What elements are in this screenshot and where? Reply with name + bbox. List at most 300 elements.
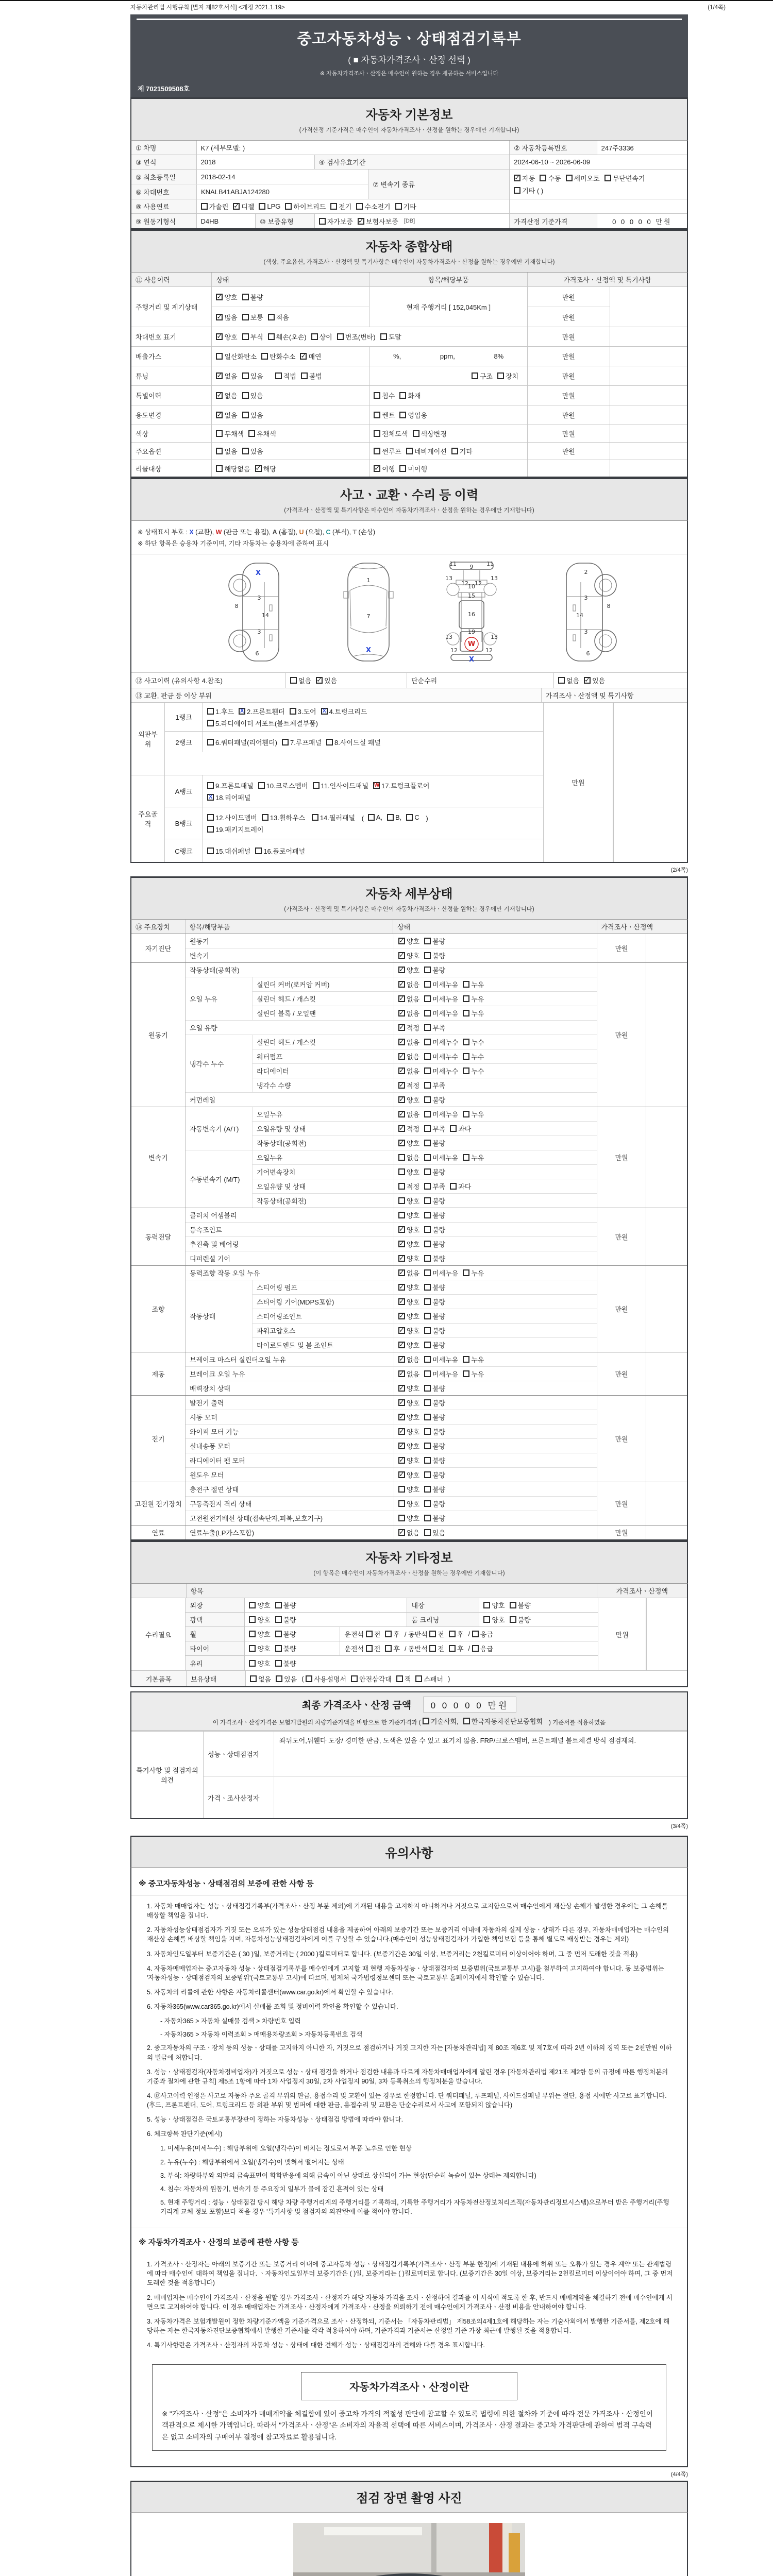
checkbox-option[interactable]	[249, 1643, 270, 1653]
checkbox-option[interactable]	[424, 936, 445, 946]
checkbox[interactable]	[276, 1675, 282, 1682]
checkbox-option[interactable]	[268, 312, 289, 322]
checkbox-option[interactable]	[300, 351, 321, 361]
checkbox-option[interactable]	[306, 1674, 346, 1684]
checkbox[interactable]	[463, 1370, 469, 1377]
checkbox-option[interactable]	[385, 1643, 400, 1653]
checkbox[interactable]	[424, 1082, 431, 1089]
checkbox-option[interactable]	[424, 1354, 458, 1364]
checkbox-option[interactable]	[398, 1066, 419, 1076]
checkbox[interactable]	[398, 1096, 405, 1103]
checkbox[interactable]	[424, 1255, 431, 1262]
checkbox[interactable]	[239, 708, 245, 715]
checkbox-option[interactable]	[514, 173, 535, 183]
checkbox-option[interactable]	[399, 410, 427, 420]
checkbox-option[interactable]	[424, 1513, 445, 1523]
checkbox-option[interactable]	[398, 1095, 419, 1105]
checkbox-option[interactable]	[398, 936, 419, 946]
checkbox[interactable]	[604, 175, 611, 181]
checkbox-option[interactable]	[216, 391, 237, 400]
checkbox-option[interactable]	[463, 1716, 543, 1726]
checkbox[interactable]	[216, 333, 223, 340]
checkbox-option[interactable]	[424, 1297, 445, 1307]
checkbox-option[interactable]	[424, 1455, 445, 1465]
checkbox-option[interactable]	[424, 1095, 445, 1105]
checkbox[interactable]	[233, 203, 240, 210]
checkbox[interactable]	[424, 1269, 431, 1276]
checkbox-option[interactable]	[424, 1383, 445, 1393]
checkbox[interactable]	[207, 794, 214, 801]
checkbox-option[interactable]	[239, 706, 285, 716]
checkbox-option[interactable]	[275, 1600, 296, 1610]
checkbox-option[interactable]	[429, 1643, 444, 1653]
checkbox-option[interactable]	[398, 1008, 419, 1018]
checkbox[interactable]	[424, 1385, 431, 1392]
checkbox[interactable]	[374, 412, 380, 418]
checkbox[interactable]	[216, 353, 223, 360]
checkbox-option[interactable]	[255, 464, 276, 473]
checkbox[interactable]	[398, 1414, 405, 1420]
checkbox[interactable]	[351, 1675, 358, 1682]
checkbox-option[interactable]	[242, 446, 263, 456]
checkbox-option[interactable]	[463, 1268, 484, 1278]
checkbox[interactable]	[216, 314, 223, 320]
checkbox-option[interactable]	[285, 201, 326, 211]
checkbox-option[interactable]	[540, 173, 561, 183]
checkbox-option[interactable]	[424, 1210, 445, 1220]
checkbox-option[interactable]	[216, 351, 257, 361]
checkbox[interactable]	[311, 333, 318, 340]
checkbox-option[interactable]	[398, 951, 419, 960]
checkbox-option[interactable]	[399, 464, 427, 473]
checkbox[interactable]	[398, 1053, 405, 1060]
checkbox-option[interactable]	[398, 1023, 419, 1032]
checkbox-option[interactable]	[242, 332, 263, 342]
checkbox[interactable]	[285, 203, 292, 210]
checkbox-option[interactable]	[385, 1629, 400, 1639]
checkbox[interactable]	[249, 1602, 256, 1608]
checkbox-option[interactable]	[398, 1513, 419, 1523]
checkbox[interactable]	[242, 294, 249, 300]
checkbox[interactable]	[424, 938, 431, 944]
checkbox[interactable]	[398, 1457, 405, 1464]
checkbox[interactable]	[319, 218, 326, 225]
checkbox-option[interactable]	[463, 1008, 484, 1018]
checkbox[interactable]	[398, 1327, 405, 1334]
checkbox-option[interactable]	[330, 201, 351, 211]
checkbox[interactable]	[424, 1370, 431, 1377]
checkbox-option[interactable]	[207, 781, 254, 790]
checkbox[interactable]	[398, 1385, 405, 1392]
checkbox[interactable]	[249, 1660, 256, 1667]
checkbox[interactable]	[424, 1529, 431, 1536]
checkbox-option[interactable]	[398, 1484, 419, 1494]
checkbox[interactable]	[424, 981, 431, 988]
checkbox-option[interactable]	[472, 1643, 493, 1653]
checkbox[interactable]	[566, 175, 573, 181]
checkbox-option[interactable]	[207, 792, 250, 802]
checkbox[interactable]	[424, 967, 431, 973]
checkbox[interactable]	[398, 1197, 405, 1204]
checkbox-option[interactable]	[398, 1398, 419, 1408]
checkbox[interactable]	[483, 1602, 490, 1608]
checkbox[interactable]	[366, 1631, 373, 1637]
checkbox[interactable]	[429, 1645, 436, 1652]
checkbox[interactable]	[423, 1718, 429, 1724]
checkbox-option[interactable]	[424, 1340, 445, 1350]
checkbox[interactable]	[398, 1168, 405, 1175]
checkbox[interactable]	[398, 1342, 405, 1348]
checkbox-option[interactable]	[268, 332, 307, 342]
checkbox[interactable]	[368, 814, 375, 821]
checkbox-option[interactable]	[514, 185, 543, 195]
checkbox-option[interactable]	[398, 1167, 419, 1177]
checkbox[interactable]	[268, 314, 275, 320]
checkbox[interactable]	[366, 1645, 373, 1652]
checkbox[interactable]	[358, 218, 364, 225]
checkbox[interactable]	[424, 1125, 431, 1132]
checkbox[interactable]	[374, 430, 380, 437]
checkbox-option[interactable]	[358, 216, 398, 226]
checkbox[interactable]	[424, 1471, 431, 1478]
checkbox[interactable]	[275, 1616, 282, 1623]
checkbox[interactable]	[330, 203, 337, 210]
checkbox[interactable]	[249, 1645, 256, 1652]
checkbox[interactable]	[248, 430, 255, 437]
checkbox[interactable]	[398, 1082, 405, 1089]
checkbox[interactable]	[313, 782, 320, 789]
checkbox-option[interactable]	[373, 781, 429, 790]
checkbox[interactable]	[216, 412, 223, 418]
checkbox-option[interactable]	[463, 1354, 484, 1364]
checkbox[interactable]	[424, 1284, 431, 1291]
checkbox-option[interactable]	[424, 965, 445, 975]
checkbox[interactable]	[398, 1500, 405, 1507]
checkbox-option[interactable]	[398, 1297, 419, 1307]
checkbox-option[interactable]	[463, 1037, 484, 1047]
checkbox[interactable]	[398, 1515, 405, 1521]
checkbox[interactable]	[424, 1154, 431, 1161]
checkbox[interactable]	[207, 782, 214, 789]
checkbox[interactable]	[255, 465, 262, 472]
checkbox-option[interactable]	[463, 1109, 484, 1119]
checkbox[interactable]	[399, 412, 406, 418]
checkbox[interactable]	[275, 1602, 282, 1608]
checkbox[interactable]	[275, 1660, 282, 1667]
checkbox-option[interactable]	[510, 1600, 531, 1610]
checkbox-option[interactable]	[290, 675, 311, 685]
checkbox-option[interactable]	[398, 1470, 419, 1480]
checkbox[interactable]	[463, 995, 469, 1002]
checkbox[interactable]	[424, 1414, 431, 1420]
checkbox[interactable]	[558, 677, 565, 684]
checkbox[interactable]	[415, 1675, 422, 1682]
checkbox[interactable]	[424, 1226, 431, 1233]
checkbox[interactable]	[275, 372, 282, 379]
checkbox[interactable]	[398, 995, 405, 1002]
checkbox[interactable]	[424, 1183, 431, 1190]
checkbox[interactable]	[207, 826, 214, 833]
checkbox[interactable]	[424, 1024, 431, 1031]
checkbox-option[interactable]	[374, 429, 408, 438]
checkbox[interactable]	[424, 1039, 431, 1045]
checkbox-option[interactable]	[398, 1080, 419, 1090]
checkbox[interactable]	[290, 708, 296, 715]
checkbox-option[interactable]	[311, 332, 332, 342]
checkbox[interactable]	[374, 392, 380, 399]
checkbox-option[interactable]	[463, 1052, 484, 1061]
checkbox-option[interactable]	[216, 410, 237, 420]
checkbox-option[interactable]	[207, 706, 234, 716]
checkbox-option[interactable]	[207, 824, 263, 834]
checkbox[interactable]	[259, 203, 265, 210]
checkbox[interactable]	[406, 814, 413, 821]
checkbox-option[interactable]	[497, 371, 518, 381]
checkbox-option[interactable]	[207, 812, 257, 822]
checkbox-option[interactable]	[415, 1674, 443, 1684]
checkbox-option[interactable]	[275, 1658, 296, 1668]
checkbox-option[interactable]	[424, 1023, 445, 1032]
checkbox[interactable]	[207, 848, 214, 854]
checkbox-option[interactable]	[207, 846, 250, 856]
checkbox[interactable]	[398, 1010, 405, 1016]
checkbox[interactable]	[306, 1675, 312, 1682]
checkbox[interactable]	[424, 1342, 431, 1348]
checkbox[interactable]	[398, 952, 405, 959]
checkbox[interactable]	[450, 1183, 457, 1190]
checkbox[interactable]	[450, 1125, 457, 1132]
checkbox-option[interactable]	[250, 1674, 271, 1684]
checkbox[interactable]	[424, 1327, 431, 1334]
checkbox-option[interactable]	[216, 464, 250, 473]
checkbox[interactable]	[398, 1313, 405, 1319]
checkbox-option[interactable]	[275, 371, 296, 381]
checkbox-option[interactable]	[398, 1109, 419, 1119]
checkbox-option[interactable]	[351, 1674, 392, 1684]
checkbox[interactable]	[242, 392, 249, 399]
checkbox-option[interactable]	[374, 410, 395, 420]
checkbox-option[interactable]	[398, 1412, 419, 1422]
checkbox-option[interactable]	[449, 1643, 464, 1653]
checkbox-option[interactable]	[242, 312, 263, 322]
checkbox-option[interactable]	[216, 312, 237, 322]
checkbox-option[interactable]	[262, 812, 305, 822]
checkbox[interactable]	[290, 677, 297, 684]
checkbox-option[interactable]	[424, 1484, 445, 1494]
checkbox-option[interactable]	[249, 1600, 270, 1610]
checkbox[interactable]	[424, 952, 431, 959]
checkbox-option[interactable]	[398, 1340, 419, 1350]
checkbox[interactable]	[424, 1241, 431, 1247]
checkbox[interactable]	[399, 392, 406, 399]
checkbox-option[interactable]	[216, 446, 237, 456]
checkbox-option[interactable]	[366, 1629, 381, 1639]
checkbox-option[interactable]	[424, 1181, 445, 1191]
checkbox[interactable]	[374, 448, 380, 454]
checkbox-option[interactable]	[398, 1268, 419, 1278]
checkbox-option[interactable]	[242, 371, 263, 381]
checkbox[interactable]	[207, 708, 214, 715]
checkbox-option[interactable]	[216, 332, 237, 342]
checkbox-option[interactable]	[398, 1138, 419, 1148]
checkbox-option[interactable]	[463, 979, 484, 989]
checkbox-option[interactable]	[429, 1629, 444, 1639]
checkbox-option[interactable]	[424, 1441, 445, 1451]
checkbox[interactable]	[398, 1111, 405, 1117]
checkbox-option[interactable]	[398, 1225, 419, 1234]
checkbox[interactable]	[242, 372, 249, 379]
checkbox[interactable]	[380, 333, 387, 340]
checkbox-option[interactable]	[216, 371, 237, 381]
checkbox-option[interactable]	[398, 1354, 419, 1364]
checkbox[interactable]	[424, 1399, 431, 1406]
checkbox[interactable]	[463, 1039, 469, 1045]
checkbox-option[interactable]	[301, 371, 322, 381]
checkbox-option[interactable]	[275, 1629, 296, 1639]
checkbox-option[interactable]	[424, 1052, 458, 1061]
checkbox-option[interactable]	[216, 429, 244, 438]
checkbox[interactable]	[463, 1010, 469, 1016]
checkbox-option[interactable]	[326, 737, 381, 747]
checkbox-option[interactable]	[566, 173, 600, 183]
checkbox-option[interactable]	[463, 1066, 484, 1076]
checkbox[interactable]	[216, 465, 223, 472]
checkbox-option[interactable]	[472, 1629, 493, 1639]
checkbox-option[interactable]	[275, 1615, 296, 1624]
checkbox[interactable]	[242, 412, 249, 418]
checkbox[interactable]	[429, 1631, 436, 1637]
checkbox[interactable]	[449, 1645, 456, 1652]
checkbox[interactable]	[249, 1616, 256, 1623]
checkbox[interactable]	[398, 1226, 405, 1233]
checkbox[interactable]	[216, 294, 223, 300]
checkbox[interactable]	[395, 203, 402, 210]
checkbox-option[interactable]	[316, 675, 337, 685]
checkbox-option[interactable]	[398, 1153, 419, 1162]
checkbox-option[interactable]	[366, 1643, 381, 1653]
checkbox-option[interactable]	[423, 1716, 459, 1726]
checkbox-option[interactable]	[450, 1124, 471, 1133]
checkbox[interactable]	[424, 995, 431, 1002]
checkbox-option[interactable]	[472, 371, 493, 381]
checkbox[interactable]	[242, 333, 249, 340]
checkbox-option[interactable]	[374, 464, 395, 473]
checkbox[interactable]	[385, 1631, 392, 1637]
checkbox-option[interactable]	[413, 429, 447, 438]
checkbox[interactable]	[262, 814, 268, 821]
checkbox[interactable]	[398, 1284, 405, 1291]
checkbox[interactable]	[201, 203, 208, 210]
checkbox[interactable]	[413, 430, 419, 437]
checkbox[interactable]	[275, 1631, 282, 1637]
checkbox-option[interactable]	[398, 1455, 419, 1465]
checkbox-option[interactable]	[337, 332, 376, 342]
checkbox[interactable]	[398, 1140, 405, 1146]
checkbox[interactable]	[424, 1010, 431, 1016]
checkbox-option[interactable]	[398, 1037, 419, 1047]
checkbox-option[interactable]	[201, 201, 229, 211]
checkbox[interactable]	[216, 372, 223, 379]
checkbox[interactable]	[424, 1298, 431, 1305]
checkbox[interactable]	[398, 1255, 405, 1262]
checkbox[interactable]	[398, 1067, 405, 1074]
checkbox-option[interactable]	[424, 1124, 445, 1133]
checkbox-option[interactable]	[424, 1167, 445, 1177]
checkbox-option[interactable]	[424, 1268, 458, 1278]
checkbox[interactable]	[514, 175, 520, 181]
checkbox-option[interactable]	[424, 1326, 445, 1335]
checkbox[interactable]	[326, 739, 333, 745]
checkbox[interactable]	[424, 1356, 431, 1363]
checkbox-option[interactable]	[424, 1153, 458, 1162]
checkbox-option[interactable]	[398, 1210, 419, 1220]
checkbox-option[interactable]	[374, 391, 395, 400]
checkbox[interactable]	[540, 175, 546, 181]
checkbox-option[interactable]	[406, 814, 419, 821]
checkbox[interactable]	[398, 1370, 405, 1377]
checkbox-option[interactable]	[424, 1398, 445, 1408]
checkbox-option[interactable]	[424, 1369, 458, 1379]
checkbox[interactable]	[258, 782, 265, 789]
checkbox[interactable]	[249, 1631, 256, 1637]
checkbox-option[interactable]	[398, 1326, 419, 1335]
checkbox-option[interactable]	[395, 201, 416, 211]
checkbox-option[interactable]	[368, 814, 382, 821]
checkbox-option[interactable]	[604, 173, 645, 183]
checkbox-option[interactable]	[424, 994, 458, 1004]
checkbox[interactable]	[316, 677, 323, 684]
checkbox[interactable]	[398, 1024, 405, 1031]
checkbox-option[interactable]	[424, 1239, 445, 1249]
checkbox-option[interactable]	[248, 429, 276, 438]
checkbox[interactable]	[424, 1067, 431, 1074]
checkbox-option[interactable]	[398, 1499, 419, 1509]
checkbox[interactable]	[514, 187, 520, 194]
checkbox-option[interactable]	[321, 706, 367, 716]
checkbox[interactable]	[321, 708, 328, 715]
checkbox[interactable]	[451, 448, 458, 454]
checkbox[interactable]	[424, 1457, 431, 1464]
checkbox-option[interactable]	[398, 1196, 419, 1206]
checkbox-option[interactable]	[424, 1196, 445, 1206]
checkbox-option[interactable]	[424, 1225, 445, 1234]
checkbox-option[interactable]	[398, 1052, 419, 1061]
checkbox-option[interactable]	[275, 1643, 296, 1653]
checkbox[interactable]	[373, 782, 380, 789]
checkbox[interactable]	[242, 448, 249, 454]
checkbox[interactable]	[398, 1125, 405, 1132]
checkbox-option[interactable]	[233, 201, 254, 211]
checkbox-option[interactable]	[483, 1600, 505, 1610]
checkbox[interactable]	[463, 1067, 469, 1074]
checkbox[interactable]	[216, 392, 223, 399]
checkbox[interactable]	[300, 353, 307, 360]
checkbox-option[interactable]	[396, 1674, 411, 1684]
checkbox-option[interactable]	[387, 814, 401, 821]
checkbox-option[interactable]	[356, 201, 390, 211]
checkbox-option[interactable]	[558, 675, 579, 685]
checkbox-option[interactable]	[451, 446, 473, 456]
checkbox-option[interactable]	[398, 1253, 419, 1263]
checkbox-option[interactable]	[398, 1427, 419, 1436]
checkbox[interactable]	[424, 1168, 431, 1175]
checkbox-option[interactable]	[483, 1615, 505, 1624]
checkbox[interactable]	[584, 677, 591, 684]
checkbox-option[interactable]	[216, 292, 237, 302]
checkbox[interactable]	[424, 1443, 431, 1449]
checkbox-option[interactable]	[398, 979, 419, 989]
checkbox[interactable]	[463, 1718, 470, 1724]
